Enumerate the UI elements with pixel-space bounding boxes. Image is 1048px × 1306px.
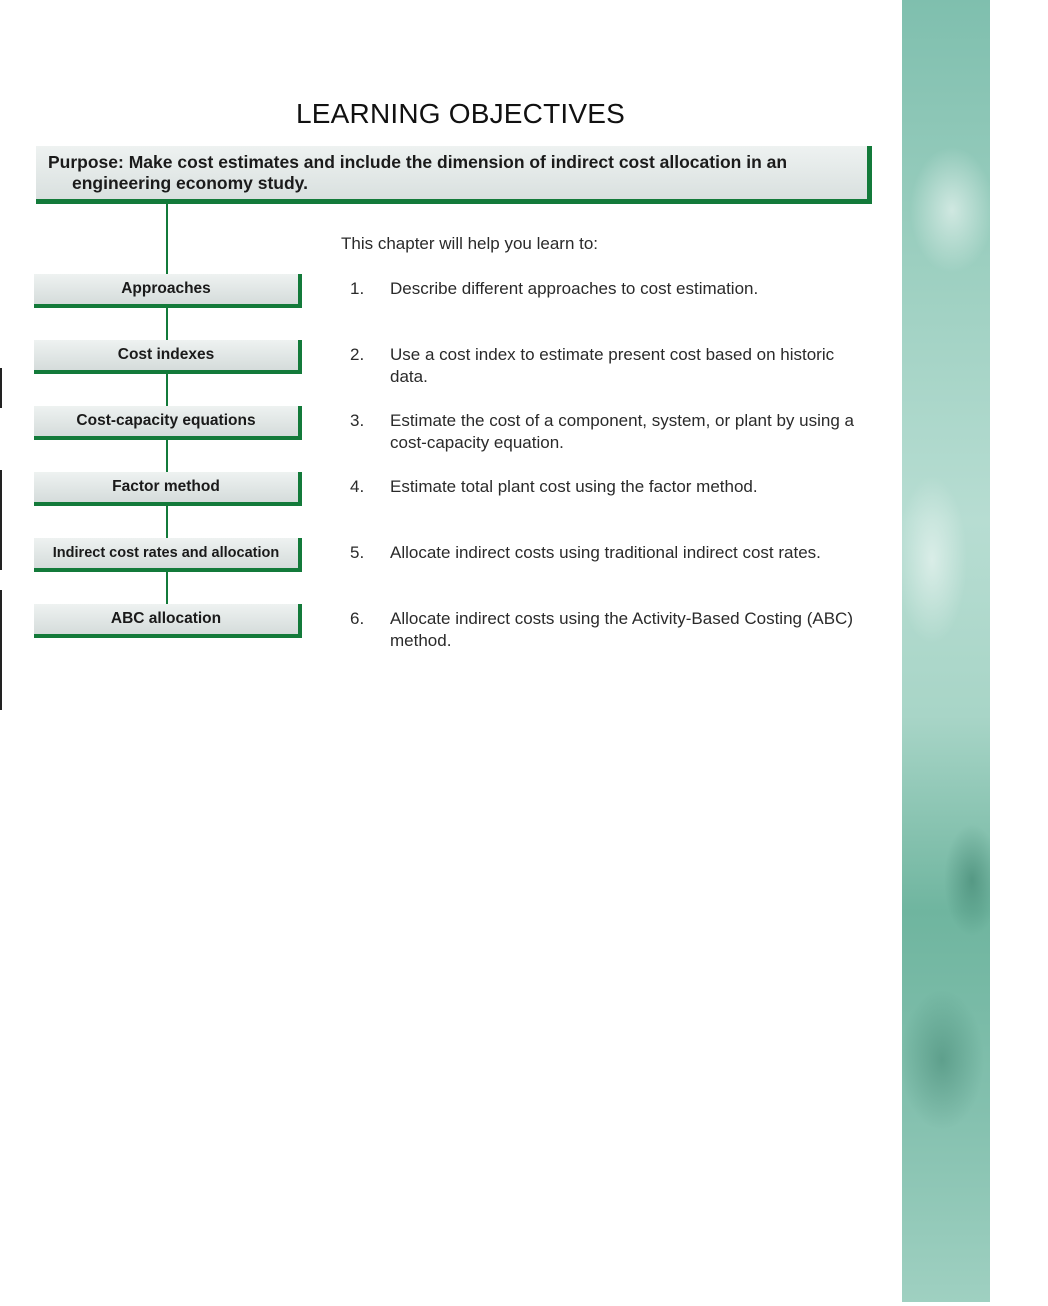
objective-number: 2.: [350, 345, 365, 364]
objective-number: 4.: [350, 477, 365, 496]
connector-line: [166, 438, 168, 474]
scan-edge-mark: [0, 470, 2, 570]
intro-text: This chapter will help you learn to:: [341, 234, 599, 253]
purpose-line-1: Purpose: Make cost estimates and include the dimension of indirect cost allocation in an: [48, 152, 788, 172]
objective-number: 6.: [350, 609, 365, 628]
objective-item: [350, 344, 870, 388]
scan-edge-mark: [0, 368, 2, 408]
objective-text: Allocate indirect costs using traditional indirect cost rates.: [390, 543, 821, 562]
objective-item: [350, 410, 880, 454]
objective-item: [350, 608, 870, 652]
side-image-strip: [902, 0, 990, 1302]
objective-number: 1.: [350, 279, 365, 298]
objective-text: Estimate total plant cost using the factor method.: [390, 477, 758, 496]
objective-item: [350, 542, 880, 564]
connector-line: [166, 372, 168, 408]
connector-line: [166, 306, 168, 342]
purpose-box: [36, 146, 872, 204]
topic-box-indirect-cost-rates: Indirect cost rates and allocation: [34, 538, 302, 572]
topic-box-cost-capacity-equations: Cost-capacity equations: [34, 406, 302, 440]
topic-box-cost-indexes: Cost indexes: [34, 340, 302, 374]
purpose-text: [48, 152, 848, 194]
topic-box-factor-method: Factor method: [34, 472, 302, 506]
topic-box-approaches: Approaches: [34, 274, 302, 308]
objective-item: [350, 278, 880, 300]
objective-text: Use a cost index to estimate present cost based on historic data.: [390, 345, 835, 386]
purpose-line-2: engineering economy study.: [72, 173, 308, 193]
objective-text: Allocate indirect costs using the Activity-Based Costing (ABC) method.: [390, 609, 853, 650]
connector-line: [166, 570, 168, 606]
connector-line: [166, 204, 168, 274]
objective-number: 3.: [350, 411, 365, 430]
page-title: LEARNING OBJECTIVES: [296, 98, 625, 129]
objective-number: 5.: [350, 543, 365, 562]
objective-text: Estimate the cost of a component, system, or plant by using a cost-capacity equation.: [390, 411, 854, 452]
scan-edge-mark: [0, 590, 2, 710]
connector-line: [166, 504, 168, 540]
objective-item: [350, 476, 880, 498]
objective-text: Describe different approaches to cost estimation.: [390, 279, 759, 298]
topic-box-abc-allocation: ABC allocation: [34, 604, 302, 638]
